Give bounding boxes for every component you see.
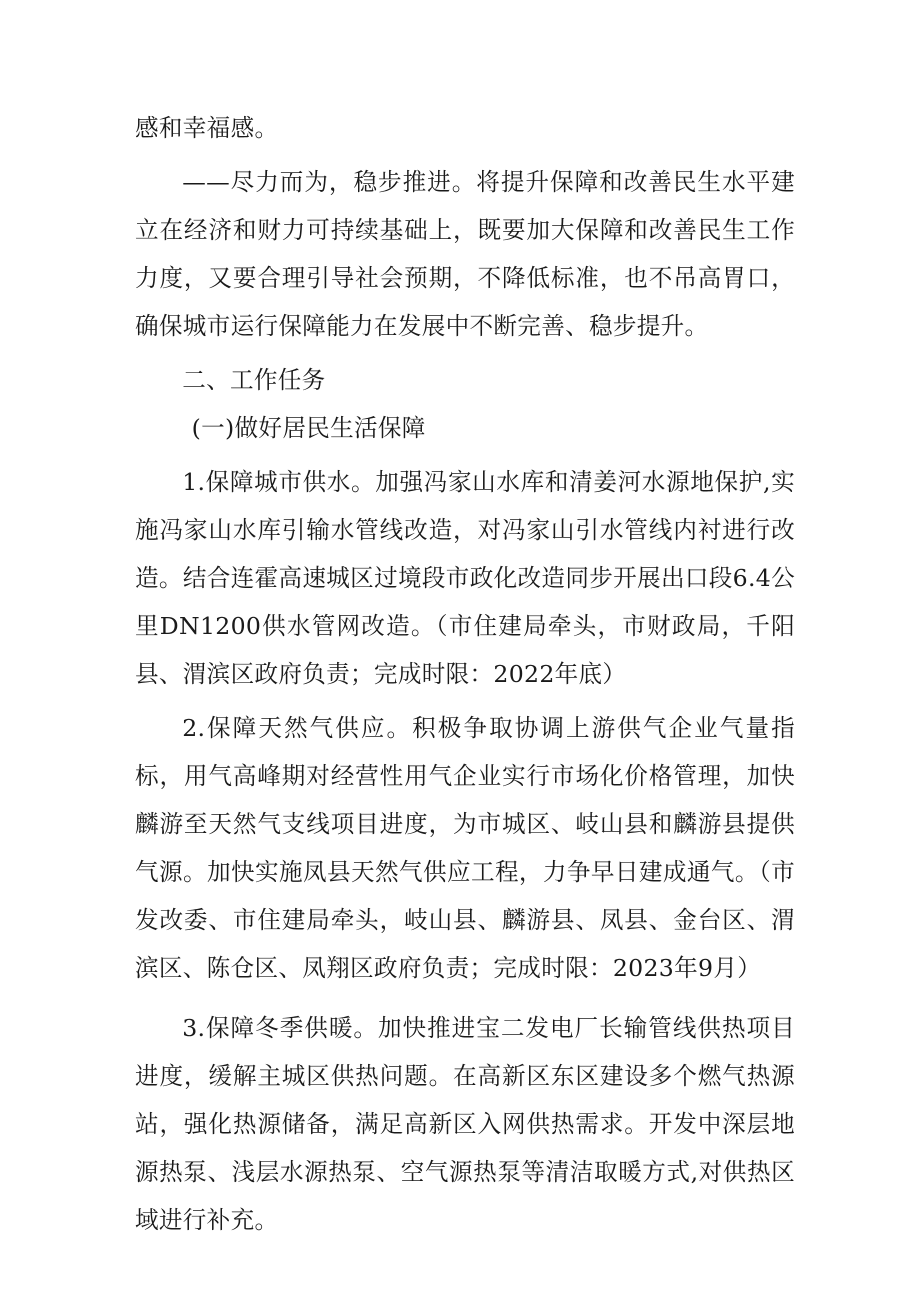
subsection-title: (一)做好居民生活保障: [191, 414, 426, 442]
principle-paragraph: ——尽力而为，稳步推进。将提升保障和改善民生水平建立在经济和财力可持续基础上，既要加大保障和改善民生工作力度，又要合理引导社会预期，不降低标准，也不吊高胃口，确保城市运行保障能力在发展中不断完善、稳步提升。: [135, 168, 795, 340]
task-item-water: 1.保障城市供水。加强冯家山水库和清姜河水源地保护,实施冯家山水库引输水管线改造，对冯家山引水管线内衬进行改造。结合连霍高速城区过境段市政化改造同步开展出口段6.4公里DN1200供水管网改造。（市住建局牵头，市财政局，千阳县、渭滨区政府负责；完成时限：2022年底）: [135, 468, 795, 688]
document-body: [135, 104, 795, 1244]
continuation-paragraph: 感和幸福感。: [135, 114, 279, 142]
section-title: 二、工作任务: [182, 366, 326, 394]
task-item-heating: 3.保障冬季供暖。加快推进宝二发电厂长输管线供热项目进度，缓解主城区供热问题。在高新区东区建设多个燃气热源站，强化热源储备，满足高新区入网供热需求。开发中深层地源热泵、浅层水源热泵、空气源热泵等清洁取暖方式,对供热区域进行补充。: [135, 1014, 795, 1234]
task-item-gas: 2.保障天然气供应。积极争取协调上游供气企业气量指标，用气高峰期对经营性用气企业实行市场化价格管理，加快麟游至天然气支线项目进度，为市城区、岐山县和麟游县提供气源。加快实施凤县天然气供应工程，力争早日建成通气。（市发改委、市住建局牵头，岐山县、麟游县、凤县、金台区、渭滨区、陈仓区、凤翔区政府负责；完成时限：2023年9月）: [135, 714, 795, 982]
